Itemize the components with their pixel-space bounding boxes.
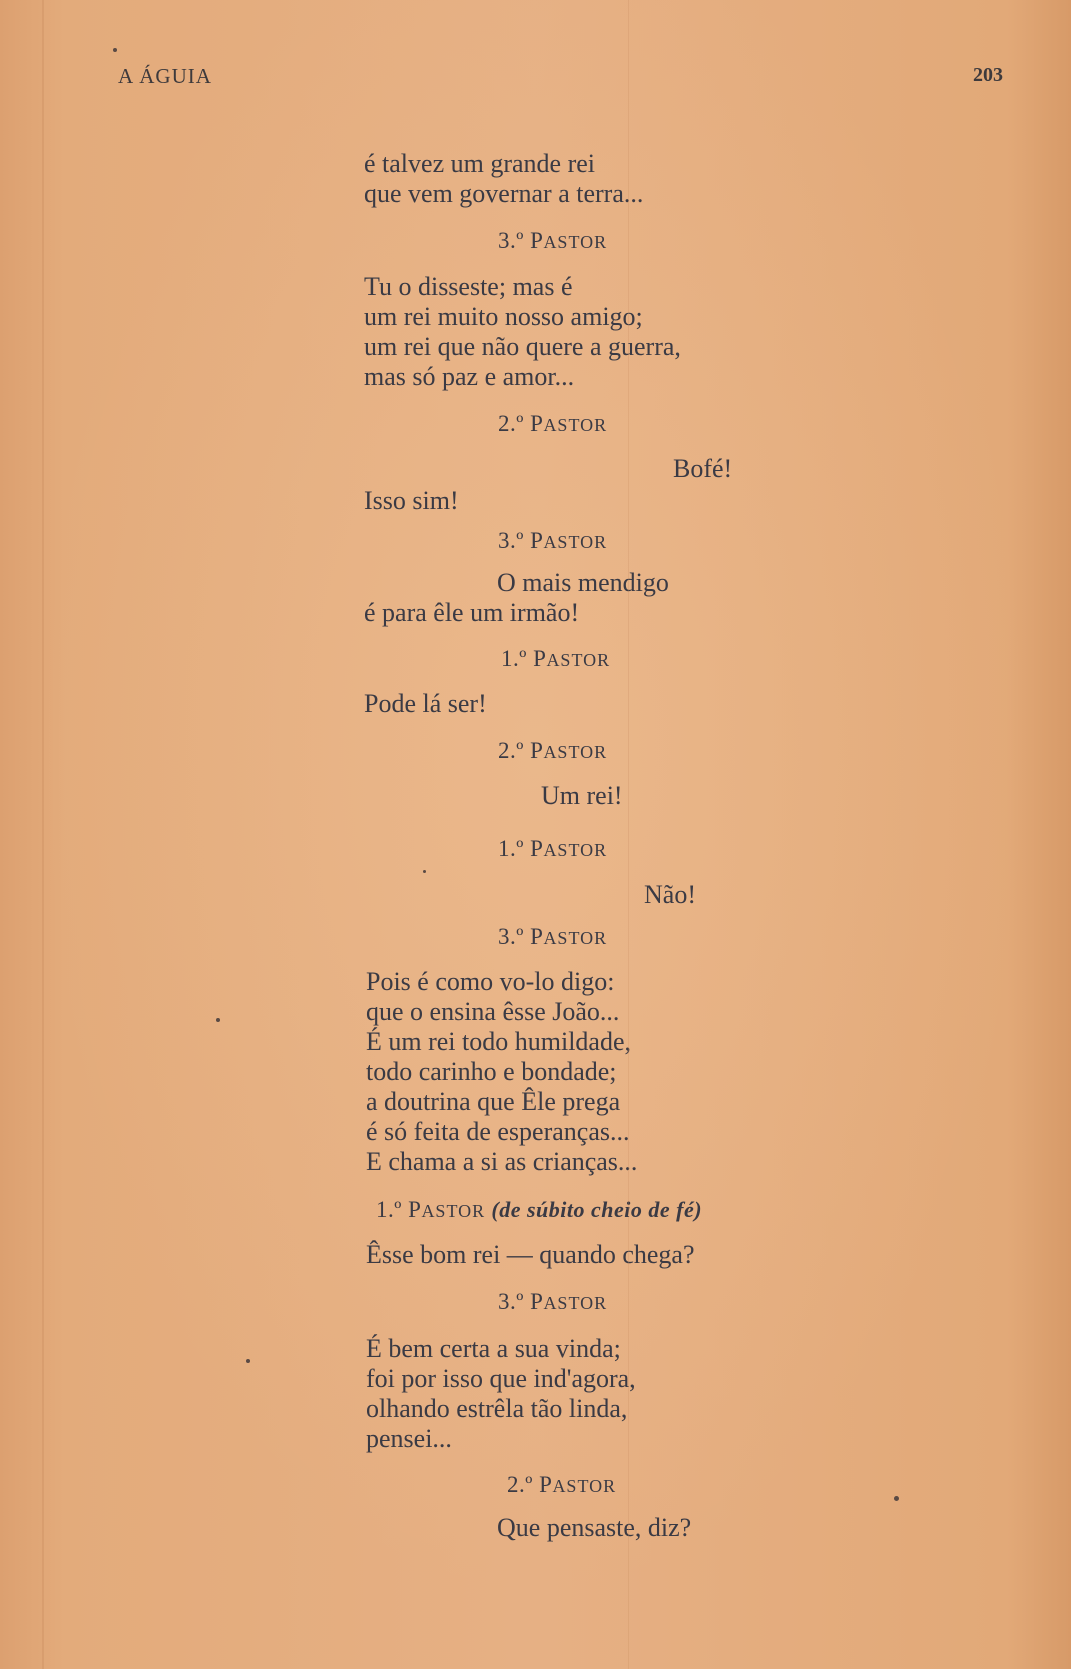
speaker-heading — [498, 1290, 607, 1313]
speaker-heading — [498, 925, 607, 948]
verse-line: Pode lá ser! — [364, 689, 487, 718]
speaker-name-rest: ASTOR — [546, 650, 611, 670]
verse-line: a doutrina que Êle prega — [366, 1087, 621, 1116]
speaker-name-rest: ASTOR — [543, 742, 608, 762]
verse-line: É um rei todo humildade, — [366, 1027, 632, 1056]
verse-line: É bem certa a sua vinda; — [366, 1334, 621, 1363]
page-number: 203 — [973, 64, 1003, 86]
paper-speck — [216, 1018, 220, 1022]
verse-line: que o ensina êsse João... — [366, 997, 620, 1026]
speaker-name-initial: P — [539, 1472, 553, 1497]
verse-line: Um rei! — [541, 781, 623, 810]
speaker-number: 2.º — [498, 411, 524, 436]
verse-line: que vem governar a terra... — [364, 179, 644, 208]
verse-line: é só feita de esperanças... — [366, 1117, 630, 1146]
verse-line: todo carinho e bondade; — [366, 1057, 617, 1086]
verse-line: foi por isso que ind'agora, — [366, 1364, 636, 1393]
speaker-heading — [501, 647, 610, 670]
speaker-name-rest: ASTOR — [543, 1293, 608, 1313]
verse-line: O mais mendigo — [497, 568, 669, 597]
paper-speck — [246, 1359, 250, 1363]
running-head: A ÁGUIA — [118, 64, 212, 88]
verse-line: Tu o disseste; mas é — [364, 272, 573, 301]
verse-line: é talvez um grande rei — [364, 149, 595, 178]
verse-line: um rei que não quere a guerra, — [364, 332, 681, 361]
paper-speck — [894, 1496, 899, 1501]
speaker-number: 3.º — [498, 528, 524, 553]
speaker-name-rest: ASTOR — [552, 1476, 617, 1496]
speaker-name-initial: P — [530, 1289, 544, 1314]
verse-line: mas só paz e amor... — [364, 362, 575, 391]
speaker-heading — [507, 1473, 616, 1496]
speaker-name-initial: P — [533, 646, 547, 671]
verse-line: um rei muito nosso amigo; — [364, 302, 643, 331]
speaker-name-rest: ASTOR — [543, 415, 608, 435]
verse-line: Bofé! — [673, 454, 733, 483]
speaker-number: 3.º — [498, 924, 524, 949]
speaker-name-initial: P — [408, 1197, 422, 1222]
verse-line: E chama a si as crianças... — [366, 1147, 638, 1176]
speaker-heading — [498, 837, 607, 860]
speaker-number: 3.º — [498, 1289, 524, 1314]
speaker-name-initial: P — [530, 924, 544, 949]
verse-line: Isso sim! — [364, 486, 459, 515]
speaker-name-initial: P — [530, 528, 544, 553]
speaker-number: 1.º — [498, 836, 524, 861]
speaker-name-initial: P — [530, 738, 544, 763]
speaker-name-rest: ASTOR — [543, 928, 608, 948]
speaker-number: 1.º — [376, 1197, 402, 1222]
verse-line: Não! — [644, 880, 696, 909]
speaker-number: 2.º — [507, 1472, 533, 1497]
verse-line: Pois é como vo-lo digo: — [366, 967, 615, 996]
speaker-number: 2.º — [498, 738, 524, 763]
paper-speck — [423, 870, 426, 873]
paper-speck — [113, 48, 117, 52]
speaker-name-rest: ASTOR — [543, 232, 608, 252]
speaker-name-initial: P — [530, 411, 544, 436]
speaker-heading — [498, 412, 607, 435]
speaker-heading — [498, 739, 607, 762]
verse-line: pensei... — [366, 1424, 452, 1453]
speaker-name-rest: ASTOR — [543, 532, 608, 552]
speaker-number: 1.º — [501, 646, 527, 671]
speaker-heading — [498, 229, 607, 252]
speaker-name-rest: ASTOR — [543, 840, 608, 860]
speaker-heading — [376, 1198, 702, 1221]
speaker-name-initial: P — [530, 836, 544, 861]
verse-line: Que pensaste, diz? — [497, 1513, 692, 1542]
stage-direction: (de súbito cheio de fé) — [491, 1197, 703, 1222]
speaker-number: 3.º — [498, 228, 524, 253]
verse-line: olhando estrêla tão linda, — [366, 1394, 628, 1423]
verse-line: Êsse bom rei — quando chega? — [366, 1240, 695, 1269]
speaker-name-rest: ASTOR — [421, 1201, 486, 1221]
speaker-name-initial: P — [530, 228, 544, 253]
speaker-heading — [498, 529, 607, 552]
verse-line: é para êle um irmão! — [364, 598, 580, 627]
